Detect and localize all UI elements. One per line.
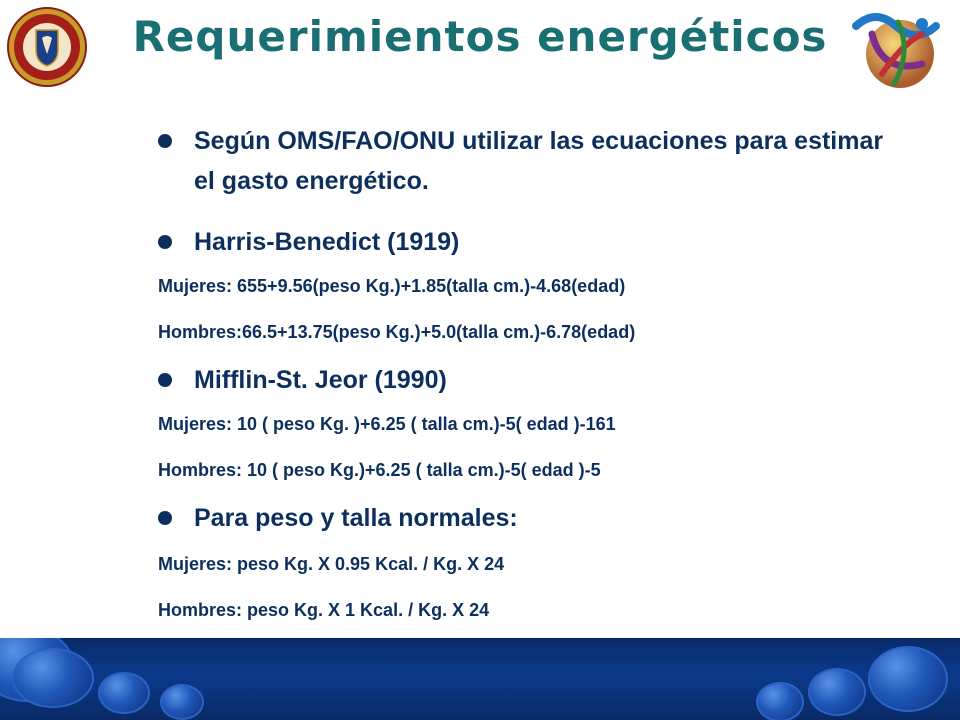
bullet-dot: [158, 235, 172, 249]
formula-line: Hombres: 10 ( peso Kg.)+6.25 ( talla cm.)-5( edad )-5: [158, 460, 601, 480]
bullet-text: Según OMS/FAO/ONU utilizar las ecuaciones para estimar el gasto energético.: [194, 127, 884, 195]
decorative-bubble: [160, 684, 204, 720]
decorative-bubble: [868, 646, 948, 712]
bullet-dot: [158, 511, 172, 525]
bullet-text: Harris-Benedict (1919): [194, 228, 460, 256]
decorative-bubble: [12, 648, 94, 708]
formula-line: Mujeres: 10 ( peso Kg. )+6.25 ( talla cm.)-5( edad )-161: [158, 414, 616, 434]
bullet-dot: [158, 373, 172, 387]
bullet-dot: [158, 134, 172, 148]
bullet-text: Para peso y talla normales:: [194, 504, 518, 532]
decorative-bubble: [756, 682, 804, 720]
decorative-bubble: [808, 668, 866, 716]
formula-line: Hombres:66.5+13.75(peso Kg.)+5.0(talla cm.)-6.78(edad): [158, 322, 636, 342]
formula-line: Mujeres: peso Kg. X 0.95 Kcal. / Kg. X 24: [158, 554, 505, 574]
formula-line: Mujeres: 655+9.56(peso Kg.)+1.85(talla cm.)-4.68(edad): [158, 276, 626, 296]
decorative-bubble: [98, 672, 150, 714]
bullet-item: [158, 222, 894, 262]
formula-line: Hombres: peso Kg. X 1 Kcal. / Kg. X 24: [158, 600, 490, 620]
footer-band: [0, 638, 960, 720]
bullet-item: [158, 498, 894, 538]
bullet-item: [158, 121, 894, 201]
page-title: Requerimientos energéticos: [132, 12, 828, 61]
bullet-item: [158, 360, 894, 400]
bullet-text: Mifflin-St. Jeor (1990): [194, 366, 447, 394]
